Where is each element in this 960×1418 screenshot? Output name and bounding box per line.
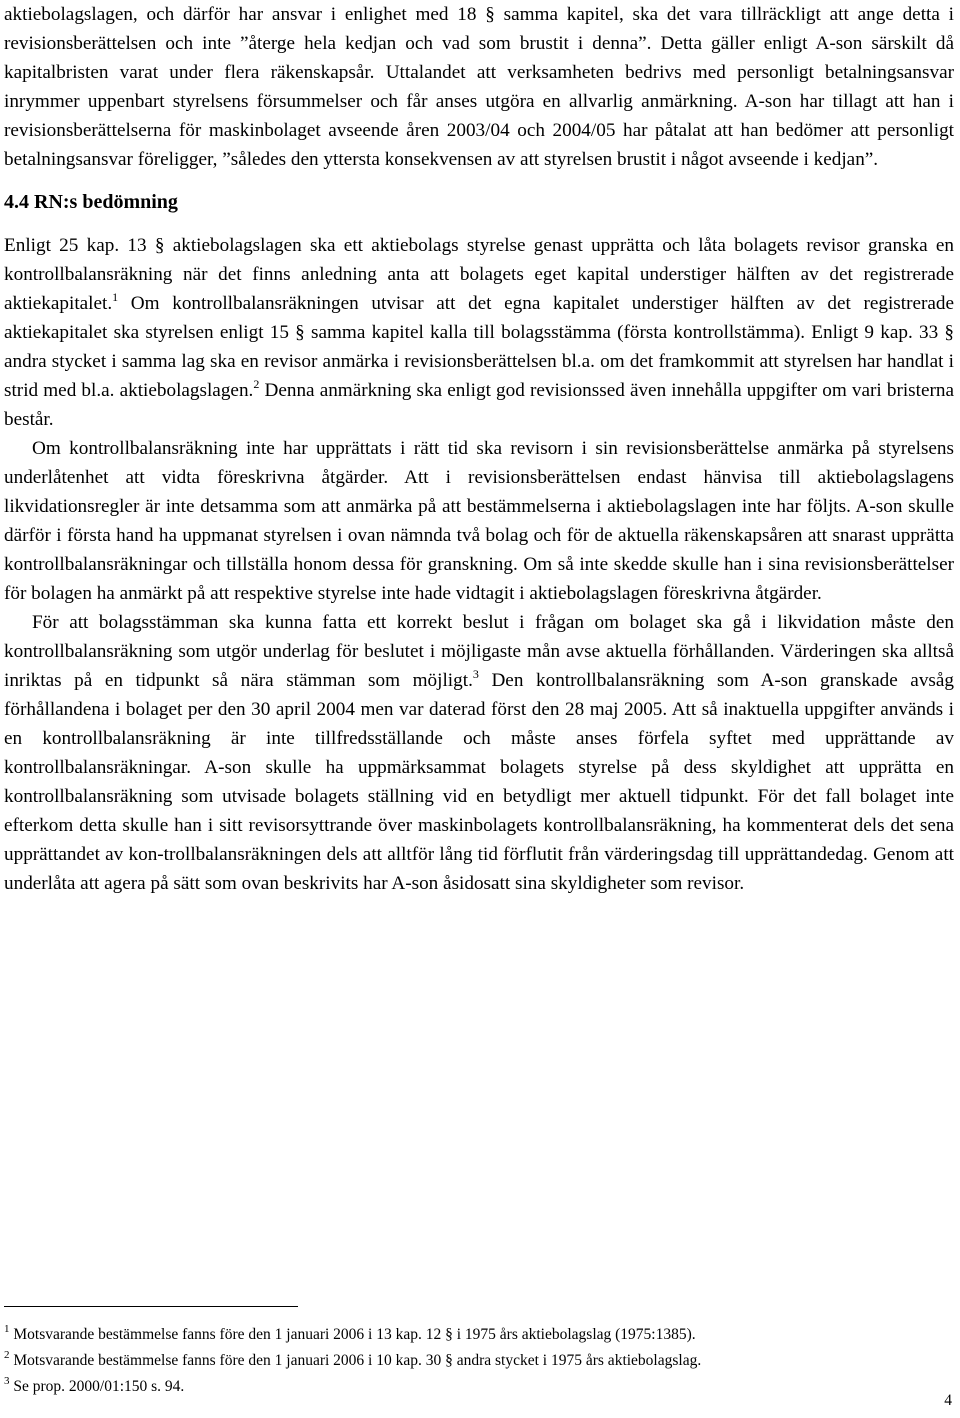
- footnote-1: [4, 1322, 954, 1348]
- paragraph-3: [4, 434, 954, 608]
- paragraph-2-text-c: Denna anmärkning ska enligt god revisionssed även innehålla uppgifter om vari bristerna består.: [4, 380, 954, 430]
- footnote-2: [4, 1348, 954, 1374]
- footnote-ref-1[interactable]: 1: [112, 290, 119, 304]
- footnote-number: 3: [4, 1375, 10, 1387]
- footnote-ref-3[interactable]: 3: [472, 667, 479, 681]
- paragraph-2-text-a: Enligt 25 kap. 13 § aktiebolagslagen ska ett aktiebolags styrelse genast upprätta och låta bolagets revisor granska en kontrollbalansräkning när det finns anledning anta att bolagets eget kapital understiger hälften av det registrerade aktiekapitalet.: [4, 235, 954, 314]
- paragraph-4: [4, 608, 954, 898]
- footnote-number: 1: [4, 1323, 10, 1335]
- footnote-text: Motsvarande bestämmelse fanns före den 1 januari 2006 i 13 kap. 12 § i 1975 års aktiebolagslag (1975:1385).: [9, 1326, 696, 1343]
- footnotes: [4, 1322, 954, 1400]
- footnote-separator: [4, 1306, 298, 1307]
- paragraph-2: [4, 231, 954, 434]
- paragraph-4-text-b: Den kontrollbalansräkning som A-son granskade avsåg förhållandena i bolaget per den 30 april 2004 men var daterad först den 28 maj 2005. Att så inaktuella uppgifter används i en kontrollbalansräkning är inte tillfredsställande och måste anses förfela syftet med upprättande av kontrollbalansräkningar. A-son skulle ha uppmärksammat bolagets styrelse på dess skyldighet att upprätta en kontrollbalansräkning som utvisade bolagets ställning vid en betydligt mer aktuell tidpunkt. För det fall bolaget inte efterkom detta skulle han i sitt revisorsyttrande över maskinbolagets kontrollbalansräkning, ha kommenterat dels det sena upprättandet av kon-trollbalansräkningen dels att alltför lång tid förflutit från värderingsdag till upprättandedag. Genom att underlåta att agera på sätt som ovan beskrivits har A-son åsidosatt sina skyldigheter som revisor.: [4, 670, 954, 894]
- footnote-3: [4, 1374, 954, 1400]
- footnote-text: Motsvarande bestämmelse fanns före den 1 januari 2006 i 10 kap. 30 § andra stycket i 1975 års aktiebolagslag.: [9, 1352, 702, 1369]
- footnote-text: Se prop. 2000/01:150 s. 94.: [9, 1378, 185, 1395]
- body-text: [4, 0, 954, 898]
- paragraph-2-text-b: Om kontrollbalansräkningen utvisar att det egna kapitalet understiger hälften av det registrerade aktiekapitalet ska styrelsen enligt 15 § samma kapitel kalla till bolagsstämma (första kontrollstämma). Enligt 9 kap. 33 § andra stycket i samma lag ska en revisor anmärka i revisionsberättelsen bl.a. om det framkommit att styrelsen har handlat i strid med bl.a. aktiebolagslagen.: [4, 293, 954, 401]
- paragraph-3-text: Om kontrollbalansräkning inte har upprättats i rätt tid ska revisorn i sin revisionsberättelse anmärka på styrelsens underlåtenhet att vidta föreskrivna åtgärder. Att i revisionsberättelsen endast hänvisa till aktiebolagslagens likvidationsregler är inte detsamma som att anmärka på att bestämmelserna i aktiebolagslagen inte har följts. A-son skulle därför i första hand ha uppmanat styrelsen i ovan nämnda två bolag och för de aktuella räkenskapsåren att snarast upprätta kontrollbalansräkningar och tillställa honom dessa för granskning. Om så inte skedde skulle han i sina revisionsberättelser för bolagen ha anmärkt på att respektive styrelse inte hade vidtagit i aktiebolagslagen föreskrivna åtgärder.: [4, 438, 954, 604]
- page-number: 4: [944, 1392, 952, 1409]
- paragraph-4-text-a: För att bolagsstämman ska kunna fatta ett korrekt beslut i frågan om bolaget ska gå i likvidation måste den kontrollbalansräkning som utgör underlag för beslutet i möjligaste mån avse aktuella förhållanden. Värderingen ska alltså inriktas på en tidpunkt så nära stämman som möjligt.: [4, 612, 954, 691]
- section-heading: 4.4 RN:s bedömning: [4, 191, 178, 213]
- paragraph-1: [4, 0, 954, 174]
- footnote-number: 2: [4, 1349, 10, 1361]
- paragraph-1-text: aktiebolagslagen, och därför har ansvar i enlighet med 18 § samma kapitel, ska det vara tillräckligt att ange detta i revisionsberättelsen och inte ”återge hela kedjan och vad som brustit i denna”. Detta gäller enligt A-son särskilt då kapitalbristen varat under flera räkenskapsår. Uttalandet att verksamheten bedrivs med personligt betalningsansvar inrymmer uppenbart styrelsens försummelser och får anses utgöra en allvarlig anmärkning. A-son har tillagt att han i revisionsberättelserna för maskinbolaget avseende åren 2003/04 och 2004/05 har påtalat att han bedömer att personligt betalningsansvar föreligger, ”således den yttersta konsekvensen av att styrelsen brustit i något avseende i kedjan”.: [4, 4, 954, 170]
- footnote-ref-2[interactable]: 2: [253, 377, 260, 391]
